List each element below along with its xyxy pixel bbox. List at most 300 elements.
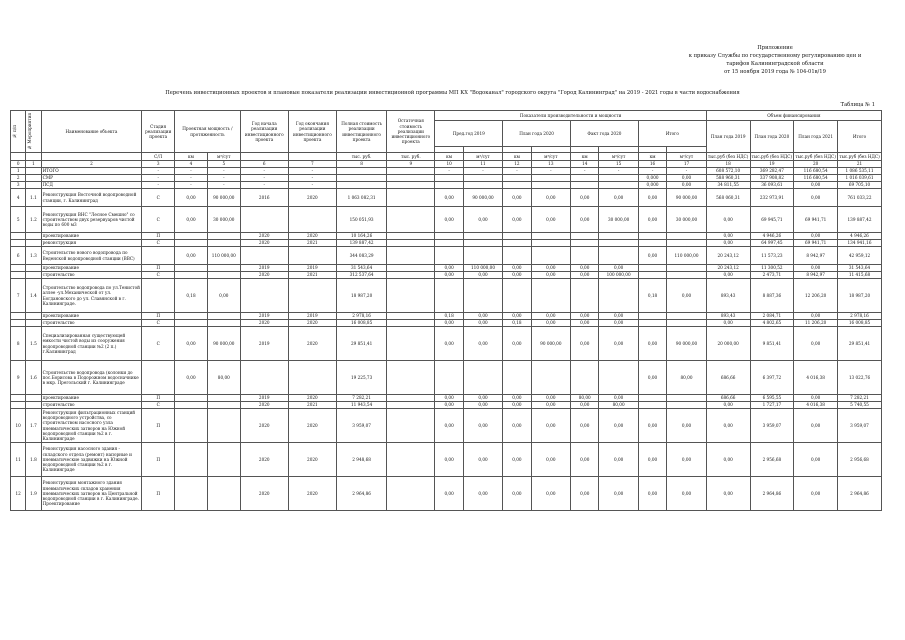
units-cell: м³/сут	[599, 153, 638, 161]
cell-f4: 11 415,68	[838, 272, 882, 279]
cell-stage: П	[142, 395, 175, 402]
cell-i1	[435, 182, 463, 189]
table-row	[11, 477, 882, 511]
units-row	[11, 153, 882, 161]
cell-i6	[599, 182, 638, 189]
cell-stage	[142, 361, 175, 395]
cell-i7	[638, 272, 666, 279]
colnum-cell: 18	[706, 161, 750, 168]
cell-name: проектирование	[41, 233, 142, 240]
cell-f1: 0,00	[706, 320, 750, 327]
cell-i3	[503, 182, 531, 189]
cell-cap_m3	[207, 320, 240, 327]
cell-f4: 42 959,12	[838, 247, 882, 265]
cell-i4: 0,00	[531, 320, 570, 327]
table-label: Таблица № 1	[840, 102, 875, 108]
cell-remain	[387, 279, 435, 313]
cell-name: СМР	[41, 175, 142, 182]
colnum-cell: 16	[638, 161, 666, 168]
cell-cap_km: 0,00	[175, 327, 208, 361]
cell-i4: 0,00	[531, 189, 570, 207]
cell-i2	[463, 279, 502, 313]
cell-f3: 8 942,97	[794, 272, 838, 279]
cell-remain	[387, 168, 435, 175]
colnum-cell: 10	[435, 161, 463, 168]
cell-start: -	[240, 182, 288, 189]
cell-i8: 90 000,00	[667, 327, 707, 361]
cell-i2: 110 000,00	[463, 265, 502, 272]
cell-i3: 0,00	[503, 272, 531, 279]
cell-stage: -	[142, 168, 175, 175]
cell-f4: 29 851,41	[838, 327, 882, 361]
cell-f4: 2 964,86	[838, 477, 882, 511]
cell-f2: 2 084,71	[750, 313, 794, 320]
cell-i5	[571, 175, 599, 182]
cell-remain	[387, 361, 435, 395]
units-cell: км	[435, 153, 463, 161]
cell-i7: 0,000	[638, 182, 666, 189]
cell-cap_km	[175, 265, 208, 272]
cell-f3: 11 206,20	[794, 320, 838, 327]
header-funding: Объем финансирования	[706, 111, 881, 121]
cell-f2: 4 946,26	[750, 233, 794, 240]
cell-i4: 0,00	[531, 313, 570, 320]
cell-i2: 0,00	[463, 327, 502, 361]
cell-cap_m3	[207, 240, 240, 247]
cell-remain	[387, 189, 435, 207]
cell-i6: 30 000,00	[599, 207, 638, 233]
cell-i7: -	[638, 168, 666, 175]
cell-f2: 337 908,82	[750, 175, 794, 182]
cell-f2: 6 595,55	[750, 395, 794, 402]
cell-i4: 90 000,00	[531, 327, 570, 361]
cell-g	[26, 265, 41, 272]
cell-cap_m3: 110 000,00	[207, 247, 240, 265]
colnum-cell: 14	[571, 161, 599, 168]
units-cell: С/Л	[142, 153, 175, 161]
cell-f1: 686,66	[706, 395, 750, 402]
cell-i2: 0,00	[463, 320, 502, 327]
header-fund-2020: План года 2020	[750, 121, 794, 153]
cell-i6: 0,00	[599, 265, 638, 272]
appendix-block	[675, 44, 875, 76]
cell-i7: 0,00	[638, 247, 666, 265]
cell-stage: С	[142, 240, 175, 247]
cell-cap_km	[175, 240, 208, 247]
cell-i1	[435, 279, 463, 313]
cell-f2: 69 945,71	[750, 207, 794, 233]
appendix-line-4: от 15 ноября 2019 года № 104-01в/19	[724, 69, 826, 75]
cell-f3: 0,00	[794, 477, 838, 511]
cell-end: 2020	[288, 395, 336, 402]
units-cell	[26, 153, 41, 161]
table-row	[11, 313, 882, 320]
cell-cap_m3	[207, 395, 240, 402]
cell-f2: 369 282,47	[750, 168, 794, 175]
cell-i6: 80,00	[599, 402, 638, 409]
table-row	[11, 320, 882, 327]
cell-cap_m3: -	[207, 175, 240, 182]
cell-stage: С	[142, 189, 175, 207]
cell-f2: 3 959,07	[750, 409, 794, 443]
cell-f1: 0,00	[706, 207, 750, 233]
cell-cost: 31 543,64	[336, 265, 386, 272]
units-cell: тыс.руб (без НДС)	[839, 153, 880, 159]
cell-start: 2020	[240, 233, 288, 240]
cell-f1: 0,00	[706, 272, 750, 279]
cell-i8	[667, 313, 707, 320]
cell-i6: 0,00	[599, 409, 638, 443]
cell-cost: 29 851,41	[336, 327, 386, 361]
cell-i8: 0,00	[667, 182, 707, 189]
cell-f4: 139 887,42	[838, 207, 882, 233]
cell-n: 8	[11, 327, 26, 361]
cell-i2: -	[463, 168, 502, 175]
cell-remain	[387, 247, 435, 265]
cell-f4: 31 543,64	[838, 265, 882, 272]
cell-f4: 5 740,55	[838, 402, 882, 409]
cell-i5: 0,00	[571, 272, 599, 279]
cell-name: строительство	[41, 272, 142, 279]
cell-f3: 116 680,54	[794, 175, 838, 182]
cell-f2: 36 093,61	[750, 182, 794, 189]
cell-cost: 139 887,42	[336, 240, 386, 247]
cell-g: 1.2	[26, 207, 41, 233]
cell-i6: 0,00	[599, 395, 638, 402]
cell-i2: 0,00	[463, 313, 502, 320]
table-row	[11, 207, 882, 233]
cell-start: 2019	[240, 395, 288, 402]
cell-i7	[638, 265, 666, 272]
cell-f3: 8 942,97	[794, 247, 838, 265]
cell-f1: 588 960,31	[706, 175, 750, 182]
cell-remain	[387, 409, 435, 443]
cell-f3: 0,00	[794, 189, 838, 207]
document-title: Перечень инвестиционных проектов и плановые показатели реализации инвестиционной программы МП КХ "Водоканал" городского округа "Город Калининград" на 2019 - 2021 годы в части водоснабжения	[165, 90, 740, 96]
cell-name: Реконструкция Восточной водопроводной станции, г. Калининград	[41, 189, 142, 207]
cell-cap_m3	[207, 272, 240, 279]
cell-f2: 9 851,41	[750, 327, 794, 361]
cell-n: 11	[11, 443, 26, 477]
cell-i7	[638, 313, 666, 320]
cell-cap_m3: 90 000,00	[207, 327, 240, 361]
cell-stage: С	[142, 272, 175, 279]
header-ind-after: Факт года 2020	[571, 121, 639, 147]
cell-f1: 686,66	[706, 361, 750, 395]
cell-i2: 0,00	[463, 207, 502, 233]
units-cell: м³/сут	[667, 153, 707, 161]
cell-start: 2019	[240, 265, 288, 272]
colnum-cell: 5	[207, 161, 240, 168]
cell-name: Реконструкция насосного здания - складского отдела (ремонт) напорные и пневматические задвижки на Южной водопроводной станции №2 в г. Калининграде	[41, 443, 142, 477]
cell-remain	[387, 327, 435, 361]
cell-name: проектирование	[41, 265, 142, 272]
cell-name: строительство	[41, 402, 142, 409]
cell-cost: 16 008,85	[336, 320, 386, 327]
cell-end: 2020	[288, 189, 336, 207]
cell-cap_m3	[207, 409, 240, 443]
appendix-line-1: Приложение	[757, 45, 793, 51]
cell-cap_m3: -	[207, 168, 240, 175]
cell-end: 2019	[288, 313, 336, 320]
cell-remain	[387, 313, 435, 320]
cell-start: 2016	[240, 189, 288, 207]
cell-f2: 2 956,68	[750, 443, 794, 477]
cell-f3: 69 941,71	[794, 240, 838, 247]
cell-i4: 0,00	[531, 265, 570, 272]
cell-end: 2020	[288, 327, 336, 361]
cell-end: -	[288, 168, 336, 175]
cell-n: 3	[11, 182, 26, 189]
investment-table	[10, 110, 882, 511]
cell-stage: С	[142, 320, 175, 327]
table-row	[11, 395, 882, 402]
cell-i8	[667, 265, 707, 272]
cell-end	[288, 247, 336, 265]
cell-g: 1.9	[26, 477, 41, 511]
cell-end: 2020	[288, 477, 336, 511]
cell-i1	[435, 175, 463, 182]
cell-i6: 0,00	[599, 443, 638, 477]
cell-n	[11, 402, 26, 409]
colnum-cell: 1	[26, 161, 41, 168]
cell-i6: 0,00	[599, 189, 638, 207]
cell-i8: 0,00	[667, 477, 707, 511]
cell-i5: 0,00	[571, 320, 599, 327]
cell-f1: 0,00	[706, 477, 750, 511]
cell-i4	[531, 361, 570, 395]
cell-f1: 20 243,12	[706, 247, 750, 265]
table-row	[11, 240, 882, 247]
cell-g	[26, 240, 41, 247]
cell-f4: 7 282,21	[838, 395, 882, 402]
cell-i5: 80,00	[571, 395, 599, 402]
cell-i7: 0,00	[638, 361, 666, 395]
cell-i4	[531, 247, 570, 265]
colnum-cell: 12	[503, 161, 531, 168]
cell-stage: П	[142, 233, 175, 240]
header-ind-total: Итого	[638, 121, 706, 147]
cell-i3	[503, 233, 531, 240]
cell-end: 2019	[288, 265, 336, 272]
cell-cap_km	[175, 409, 208, 443]
cell-n: 10	[11, 409, 26, 443]
header-object-name: Наименование объекта	[41, 111, 142, 153]
cell-stage: -	[142, 182, 175, 189]
cell-i8: 0,00	[667, 279, 707, 313]
cell-i4	[531, 279, 570, 313]
cell-remain	[387, 175, 435, 182]
cell-cost: 10 164,26	[336, 233, 386, 240]
header-full-cost: Полная стоимость реализации инвестиционного проекта	[336, 111, 386, 153]
cell-i3: -	[503, 168, 531, 175]
cell-end: -	[288, 175, 336, 182]
colnum-cell: 6	[240, 161, 288, 168]
cell-i5	[571, 279, 599, 313]
cell-i8	[667, 233, 707, 240]
cell-name: реконструкция	[41, 240, 142, 247]
cell-f3: 4 016,38	[794, 402, 838, 409]
cell-cap_km	[175, 313, 208, 320]
cell-f1: 893,43	[706, 313, 750, 320]
cell-g: 1.5	[26, 327, 41, 361]
cell-cap_km	[175, 477, 208, 511]
units-cell: км	[503, 153, 531, 161]
cell-i1: 0,00	[435, 189, 463, 207]
cell-cap_m3	[207, 265, 240, 272]
cell-start: -	[240, 175, 288, 182]
cell-cap_m3	[207, 477, 240, 511]
cell-i8: 110 000,00	[667, 247, 707, 265]
cell-f3: 0,00	[794, 395, 838, 402]
cell-i1: 0,00	[435, 265, 463, 272]
cell-i1: 0,00	[435, 409, 463, 443]
cell-cost: 150 051,93	[336, 207, 386, 233]
cell-i1: 0,00	[435, 443, 463, 477]
cell-i7: 0,00	[638, 443, 666, 477]
units-cell	[288, 153, 336, 161]
cell-end: 2020	[288, 320, 336, 327]
cell-i6: -	[599, 168, 638, 175]
header-fund-total: Итого	[838, 121, 882, 153]
header-ind-2020: План года 2020	[503, 121, 571, 147]
table-body	[11, 168, 882, 511]
cell-i6	[599, 361, 638, 395]
cell-cap_km: 0,00	[175, 247, 208, 265]
cell-end: 2020	[288, 409, 336, 443]
units-cell: тыс.руб (без НДС)	[707, 153, 749, 159]
cell-f2: 4 802,65	[750, 320, 794, 327]
cell-stage	[142, 279, 175, 313]
cell-i2: 0,00	[463, 443, 502, 477]
colnum-cell: 0	[11, 161, 26, 168]
cell-remain	[387, 182, 435, 189]
cell-i8	[667, 240, 707, 247]
cell-i5: 0,00	[571, 189, 599, 207]
cell-i4: 0,00	[531, 272, 570, 279]
header-remaining-cost: Остаточная стоимость реализации инвестиционного проекта	[387, 111, 435, 153]
table-row	[11, 175, 882, 182]
cell-i2	[463, 240, 502, 247]
cell-n: 5	[11, 207, 26, 233]
cell-f4: 2 956,68	[838, 443, 882, 477]
cell-i4	[531, 175, 570, 182]
cell-i8	[667, 320, 707, 327]
cell-n: 6	[11, 247, 26, 265]
cell-i3: 0,00	[503, 395, 531, 402]
cell-i8: 0,00	[667, 443, 707, 477]
cell-stage: П	[142, 265, 175, 272]
cell-f1: 0,00	[706, 240, 750, 247]
cell-stage: С	[142, 327, 175, 361]
cell-i5: 0,00	[571, 327, 599, 361]
cell-i6: 0,00	[599, 320, 638, 327]
cell-start: 2020	[240, 409, 288, 443]
cell-i5	[571, 233, 599, 240]
cell-i4: -	[531, 168, 570, 175]
cell-end	[288, 207, 336, 233]
cell-cap_km	[175, 320, 208, 327]
cell-f4: 16 008,85	[838, 320, 882, 327]
colnum-cell: 11	[463, 161, 502, 168]
cell-start: 2020	[240, 272, 288, 279]
cell-n: 1	[11, 168, 26, 175]
cell-cap_km	[175, 395, 208, 402]
units-cell: м³/сут	[531, 153, 570, 161]
cell-f3: 0,00	[794, 313, 838, 320]
cell-cap_km: -	[175, 175, 208, 182]
cell-start: 2020	[240, 443, 288, 477]
cell-start	[240, 279, 288, 313]
table-row	[11, 443, 882, 477]
cell-end: 2020	[288, 233, 336, 240]
units-cell: км	[638, 153, 666, 161]
cell-remain	[387, 272, 435, 279]
cell-f4: 134 941,16	[838, 240, 882, 247]
cell-cost: 11 943,54	[336, 402, 386, 409]
cell-i1	[435, 233, 463, 240]
cell-i2: 0,00	[463, 272, 502, 279]
cell-i4: 0,00	[531, 409, 570, 443]
cell-i3: 0,00	[503, 477, 531, 511]
cell-i7	[638, 240, 666, 247]
header-start-year: Год начала реализации инвестиционного проекта	[240, 111, 288, 153]
cell-f4: 761 033,22	[838, 189, 882, 207]
cell-start: 2019	[240, 313, 288, 320]
cell-i2: 90 000,00	[463, 189, 502, 207]
colnum-cell: 7	[288, 161, 336, 168]
cell-remain	[387, 240, 435, 247]
header-stage: Стадия реализации проекта	[142, 111, 175, 153]
cell-f2: 8 887,36	[750, 279, 794, 313]
cell-i6: 0,00	[599, 327, 638, 361]
cell-i7: 0,00	[638, 477, 666, 511]
cell-name: ИТОГО	[41, 168, 142, 175]
cell-cost: 2 978,16	[336, 313, 386, 320]
cell-cap_km	[175, 233, 208, 240]
cell-name: Строительство водопровода по ул.Тенистой аллее -ул.Механической от ул. Богдановского до ул. Славянской в г. Калининграде.	[41, 279, 142, 313]
table-row	[11, 233, 882, 240]
cell-f3: 116 680,54	[794, 168, 838, 175]
cell-start: -	[240, 168, 288, 175]
cell-f2: 2 964,86	[750, 477, 794, 511]
cell-g	[26, 272, 41, 279]
table-row	[11, 361, 882, 395]
cell-cost: 312 537,64	[336, 272, 386, 279]
cell-i2	[463, 182, 502, 189]
cell-stage: -	[142, 175, 175, 182]
table-row	[11, 272, 882, 279]
units-cell: тыс.руб (без НДС)	[751, 153, 793, 159]
cell-name: строительство	[41, 320, 142, 327]
table-row	[11, 279, 882, 313]
cell-cap_m3: -	[207, 182, 240, 189]
cell-g: 1.1	[26, 189, 41, 207]
cell-start: 2019	[240, 327, 288, 361]
cell-cap_km: 0,00	[175, 361, 208, 395]
cell-cost: 19 225,73	[336, 361, 386, 395]
cell-f4: 3 959,07	[838, 409, 882, 443]
cell-name: Специализированная существующей емкости чистой воды из сооружения водопроводной станции №2 (2 п.) г.Калининград	[41, 327, 142, 361]
cell-f4: 13 022,76	[838, 361, 882, 395]
cell-i8: 30 000,00	[667, 207, 707, 233]
cell-i4: 0,00	[531, 443, 570, 477]
cell-f4: 69 705,10	[838, 182, 882, 189]
cell-cap_m3	[207, 233, 240, 240]
cell-name: проектирование	[41, 395, 142, 402]
cell-cost: 2 948,68	[336, 443, 386, 477]
cell-g	[26, 233, 41, 240]
